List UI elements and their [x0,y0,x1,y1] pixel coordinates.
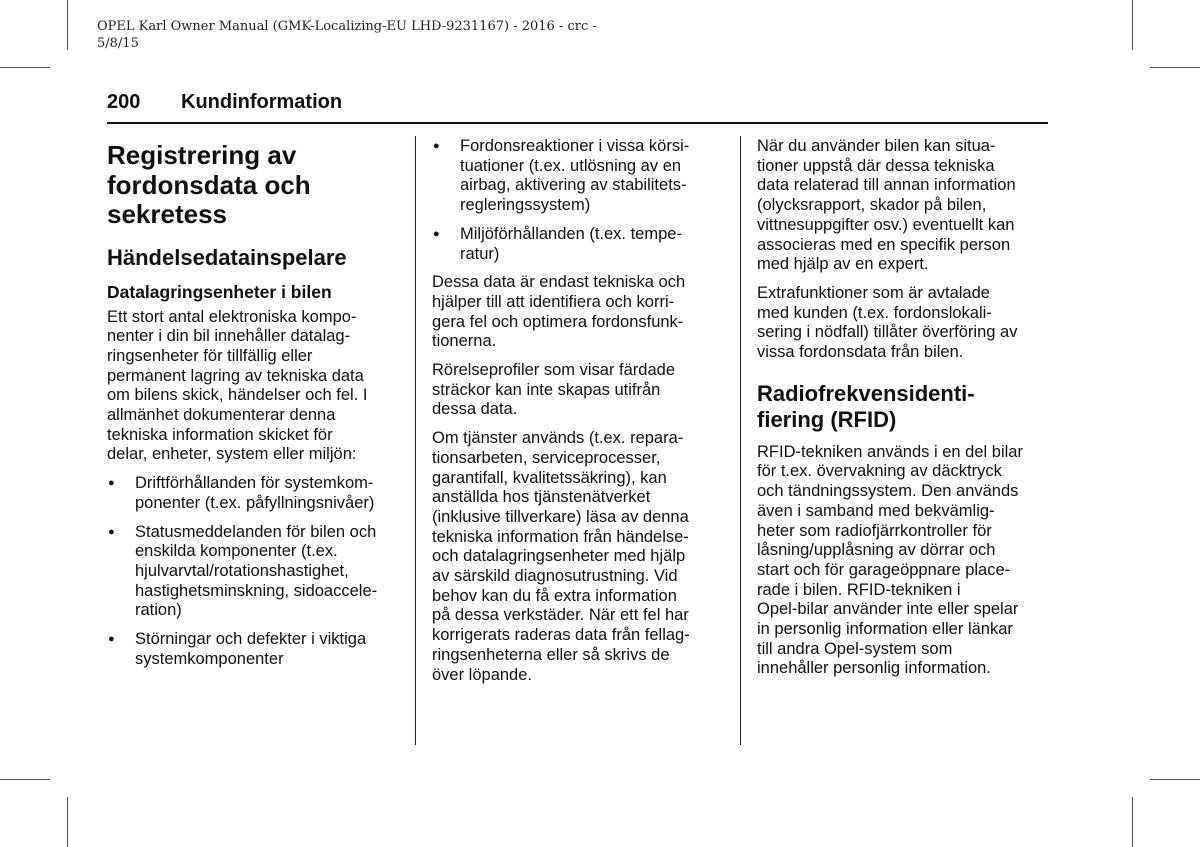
column-3 [757,137,1057,688]
crop-mark [67,797,68,847]
paragraph: Rörelseprofiler som visar färdade sträckor kan inte skapas utifrån dessa data. [432,361,676,419]
list-item: ● Miljöförhållanden (t.ex. tempe- ratur) [432,225,732,264]
column-2 [432,137,732,694]
print-metadata [97,18,637,52]
paragraph: När du använder bilen kan situa- tioner uppstå där dessa tekniska data relaterad till annan information (olycksrapport, skador på bilen, vittnesuppgifter osv.) eventuellt kan associeras med en specifik person med hjälp av en expert. [757,137,1016,274]
paragraph: RFID-tekniken används i en del bilar för t.ex. övervakning av däcktryck och tändningssystem. Den används även i samband med bekvämlig- heter som radiofjärrkontroller för låsning/upplåsning av dörrar och start och för garageöppnare place- rade i bilen. RFID-tekniken i Opel-bilar använder inte eller spelar in personlig information eller länkar till andra Opel-system som innehåller personlig information. [757,442,1023,678]
crop-mark [1150,67,1200,68]
metadata-line: OPEL Karl Owner Manual (GMK-Localizing-EU LHD-9231167) - 2016 - crc - [97,19,597,34]
metadata-date: 5/8/15 [97,36,139,51]
crop-mark [67,0,68,50]
list-item: ● Statusmeddelanden för bilen och enskilda komponenter (t.ex. hjulvarvtal/rotationshastighet, hastighetsminskning, sidoaccele- ration) [107,523,407,622]
crop-mark [1132,0,1133,50]
column-1 [107,140,407,678]
section-heading: Händelsedatainspelare [107,244,347,270]
bullet-list [432,137,732,264]
subsection-heading: Datalagringsenheter i bilen [107,281,332,302]
bullet-list [107,474,407,669]
crop-mark [1132,797,1133,847]
paragraph: Dessa data är endast tekniska och hjälper till att identifiera och korri- gera fel och optimera fordonsfunk- tionerna. [432,273,686,351]
header-rule [107,122,1048,124]
section-title: Kundinformation [181,91,343,113]
page-header [107,90,342,114]
column-divider [740,136,741,745]
main-title: Registrering av fordonsdata och sekretess [107,140,311,229]
section-heading-rfid: Radiofrekvensidenti- fiering (RFID) [757,380,975,432]
paragraph: Extrafunktioner som är avtalade med kunden (t.ex. fordonslokali- sering i nödfall) tillåter överföring av vissa fordonsdata från bilen. [757,283,1018,362]
paragraph: Om tjänster används (t.ex. repara- tionsarbeten, serviceprocesser, garantifall, kvalitetssäkring), kan anställda hos tjänstenätverket (inklusive tillverkare) läsa av denna tekniska information från händelse- och datalagringsenheter med hjälp av särskild diagnosutrustning. Vid behov kan du få extra information på dessa verkstäder. När ett fel har korrigerats raderas data från fellag- ringsenheterna eller så skrivs de över löpande. [432,429,690,684]
list-item: ● Driftförhållanden för systemkom- ponenter (t.ex. påfyllningsnivåer) [107,474,407,513]
list-item: ● Fordonsreaktioner i vissa körsi- tuationer (t.ex. utlösning av en airbag, aktivering av stabilitets- regleringssystem) [432,137,732,216]
paragraph: Ett stort antal elektroniska kompo- nenter i din bil innehåller datalag- ringsenheter för tillfällig eller permanent lagring av tekniska data om bilens skick, händelser och fel. I allmänhet dokumenterar denna tekniska information skicket för delar, enheter, system eller miljön: [107,307,368,464]
crop-mark [1150,779,1200,780]
column-divider [415,136,416,745]
crop-mark [0,779,50,780]
list-item: ● Störningar och defekter i viktiga systemkomponenter [107,630,407,669]
crop-mark [0,67,50,68]
page-number: 200 [107,91,141,113]
